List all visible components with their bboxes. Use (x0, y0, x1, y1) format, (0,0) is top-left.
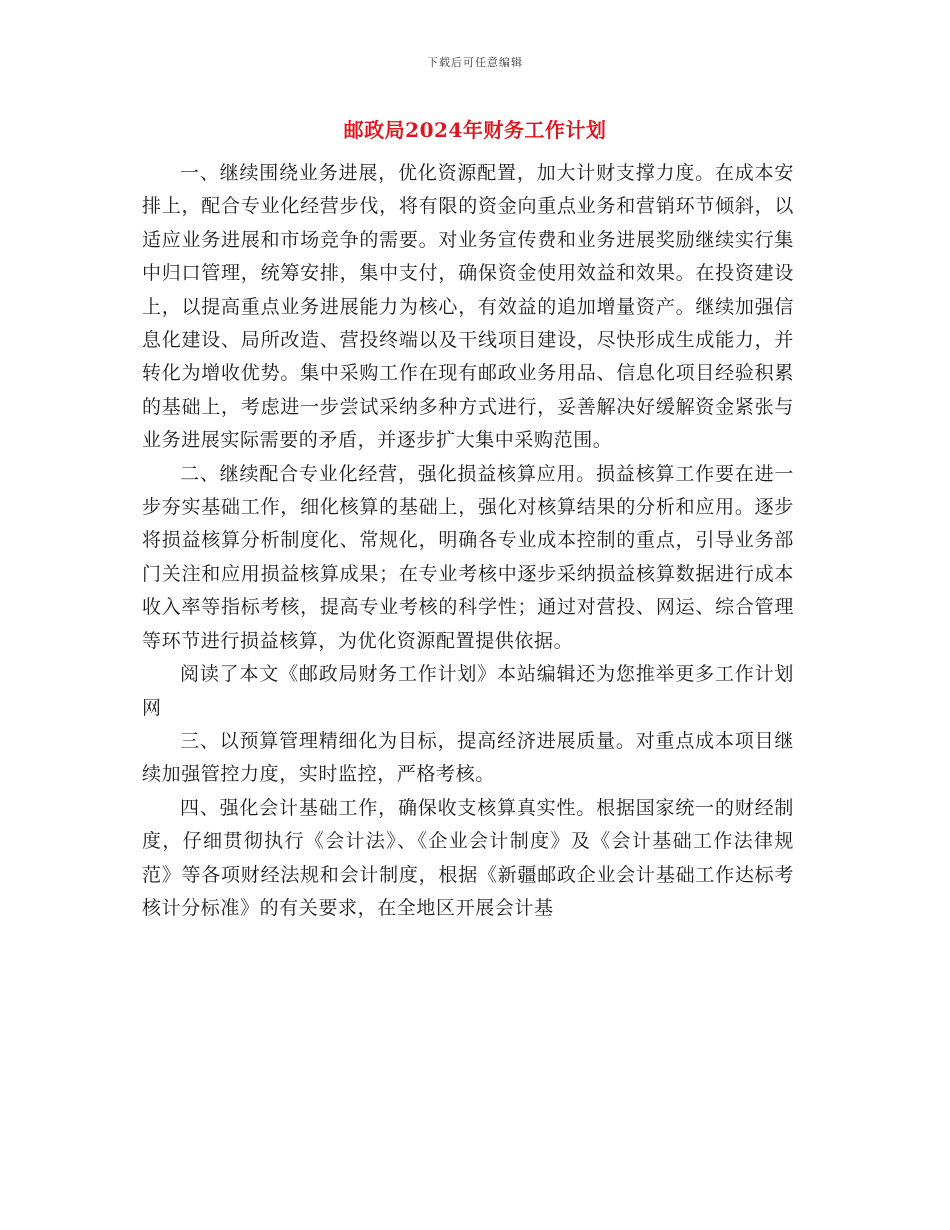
paragraph-1: 一、继续围绕业务进展，优化资源配置，加大计财支撑力度。在成本安排上，配合专业化经营步伐，将有限的资金向重点业务和营销环节倾斜，以适应业务进展和市场竞争的需要。对业务宣传费和业务进展奖励继续实行集中归口管理，统筹安排，集中支付，确保资金使用效益和效果。在投资建设上，以提高重点业务进展能力为核心，有效益的追加增量资产。继续加强信息化建设、局所改造、营投终端以及干线项目建设，尽快形成生成能力，并转化为增收优势。集中采购工作在现有邮政业务用品、信息化项目经验积累的基础上，考虑进一步尝试采纳多种方式进行，妥善解决好缓解资金紧张与业务进展实际需要的矛盾，并逐步扩大集中采购范围。 (142, 162, 794, 452)
paragraph-3: 阅读了本文《邮政局财务工作计划》本站编辑还为您推举更多工作计划网 (142, 663, 794, 719)
paragraph-2: 二、继续配合专业化经营，强化损益核算应用。损益核算工作要在进一步夯实基础工作，细化核算的基础上，强化对核算结果的分析和应用。逐步将损益核算分析制度化、常规化，明确各专业成本控制的重点，引导业务部门关注和应用损益核算成果；在专业考核中逐步采纳损益核算数据进行成本收入率等指标考核，提高专业考核的科学性；通过对营投、网运、综合管理等环节进行损益核算，为优化资源配置提供依据。 (142, 462, 794, 652)
document-title: 邮政局2024年财务工作计划 (343, 118, 607, 142)
paragraph-4: 三、以预算管理精细化为目标，提高经济进展质量。对重点成本项目继续加强管控力度，实时监控，严格考核。 (142, 729, 794, 786)
header-note: 下载后可任意编辑 (427, 56, 523, 69)
paragraph-5: 四、强化会计基础工作，确保收支核算真实性。根据国家统一的财经制度，仔细贯彻执行《会计法》、《企业会计制度》及《会计基础工作法律规范》等各项财经法规和会计制度，根据《新疆邮政企业会计基础工作达标考核计分标准》的有关要求，在全地区开展会计基 (142, 796, 794, 919)
document-body (142, 157, 794, 925)
